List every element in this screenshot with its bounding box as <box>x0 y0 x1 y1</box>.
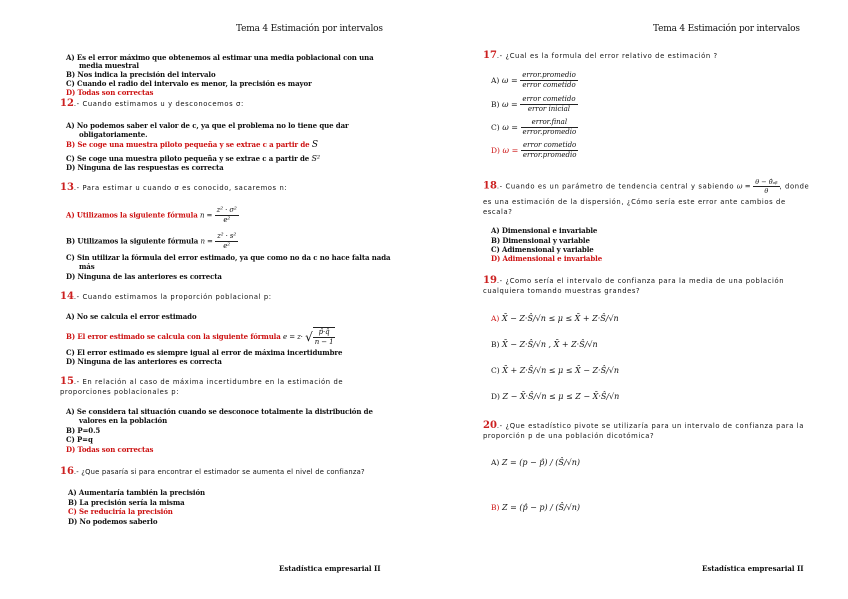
q17-option-a-fraction <box>520 71 578 90</box>
q11-option-d: D) Todas son correctas <box>66 88 154 97</box>
q19-text: .- ¿Como sería el intervalo de confianza para la media de una población <box>496 277 785 285</box>
q14-number: 14 <box>60 291 74 302</box>
q13-option-a-text: A) Utilizamos la siguiente fórmula <box>66 210 198 220</box>
q13-option-a <box>66 206 239 225</box>
q15-text: .- En relación al caso de máxima incertidumbre en la estimación de <box>73 378 344 386</box>
q13-option-b <box>66 232 238 251</box>
q18-option-a: A) Dimensional e invariable <box>491 226 598 235</box>
q18-question-cont <box>483 197 786 217</box>
q19-option-b-label: B) <box>491 340 500 349</box>
q14-option-c: C) El error estimado es siempre igual al error de máxima incertidumbre <box>66 348 343 357</box>
q15-number: 15 <box>60 376 74 387</box>
q11-option-a-cont: media muestral <box>79 61 139 70</box>
q20-option-b-label: B) <box>491 503 500 512</box>
q12-number: 12 <box>60 98 74 109</box>
q12-option-c-symbol: S² <box>311 154 320 163</box>
q17-option-a-numerator: error.promedio <box>522 71 576 79</box>
page-footer: Estadística empresarial II <box>279 564 381 573</box>
q17-option-a <box>491 71 578 90</box>
q12-question <box>60 99 244 109</box>
q17-option-b-numerator: error cometido <box>522 95 576 103</box>
sqrt-icon: √ <box>305 329 313 344</box>
q18-option-b: B) Dimensional y variable <box>491 236 590 245</box>
q17-option-c-lhs: ω = <box>502 123 518 132</box>
q20-option-a <box>491 458 580 467</box>
q13-option-b-numerator: z² · s² <box>217 232 237 240</box>
q18-text-3: escala? <box>483 208 513 216</box>
q14-option-d: D) Ninguna de las anteriores es correcta <box>66 357 222 366</box>
q11-option-c: C) Cuando el radio del intervalo es menor, la precisión es mayor <box>66 79 312 88</box>
q18-number: 18 <box>483 180 497 192</box>
q16-text: .- ¿Que pasaría si para encontrar el estimador se aumenta el nivel de confianza? <box>73 468 365 476</box>
q15-option-c: C) P=q <box>66 435 93 444</box>
q19-option-a <box>491 314 619 323</box>
q13-option-b-denominator: e² <box>223 242 230 250</box>
q18-text-2: es una estimación de la dispersión, ¿Cómo sería este error ante cambios de <box>483 198 786 206</box>
q20-text-cont: proporción p de una población dicotómica? <box>483 432 655 440</box>
q17-number: 17 <box>483 50 497 61</box>
q15-question <box>60 377 343 397</box>
q20-option-b <box>491 503 580 512</box>
q13-option-b-lhs: n = <box>200 237 213 246</box>
q14-option-b-text: B) El error estimado se calcula con la siguiente fórmula <box>66 331 281 341</box>
q13-option-a-denominator: e² <box>223 216 231 224</box>
q17-question <box>483 51 718 61</box>
q18-option-c: C) Adimensional y variable <box>491 245 594 254</box>
q17-option-c-label: C) <box>491 123 500 132</box>
q14-option-b <box>66 327 335 347</box>
q12-option-a: A) No podemos saber el valor de c, ya que el problema no lo tiene que dar <box>66 121 349 130</box>
q14-option-a: A) No se calcula el error estimado <box>66 312 197 321</box>
right-page <box>424 0 848 599</box>
q17-option-b-lhs: ω = <box>501 100 518 109</box>
q14-option-b-fraction <box>313 327 336 347</box>
q16-option-a: A) Aumentaría también la precisión <box>68 488 205 497</box>
q18-formula <box>753 178 779 195</box>
q17-option-c-fraction <box>521 118 579 137</box>
q20-question <box>483 421 804 441</box>
q17-text: .- ¿Cual es la formula del error relativo de estimación ? <box>496 52 718 60</box>
q17-option-a-denominator: error cometido <box>522 81 576 89</box>
q13-option-a-lhs: n = <box>200 211 213 220</box>
q17-option-d-denominator: error.promedio <box>522 151 577 159</box>
q12-option-b <box>66 141 318 150</box>
q18-formula-numerator: θ − θ̂ₒᵦ <box>755 178 778 186</box>
q15-text-cont: proporciones poblacionales p: <box>60 388 180 396</box>
q12-option-b-text: B) Se coge una muestra piloto pequeña y se extrae c a partir de <box>66 140 310 149</box>
q13-option-a-fraction <box>215 206 239 225</box>
q17-option-d-label: D) <box>491 146 500 155</box>
q19-option-b-formula: X̄ − Z·Ŝ/√n , X̄ + Z·Ŝ/√n <box>501 340 598 349</box>
q15-option-d: D) Todas son correctas <box>66 445 154 454</box>
q18-text-end: , donde <box>779 182 810 191</box>
q19-option-d <box>491 392 619 401</box>
q14-option-b-numerator: p̂·q̂ <box>313 328 336 338</box>
q19-option-d-label: D) <box>491 392 500 401</box>
q19-question <box>483 276 784 296</box>
q17-option-a-label: A) <box>491 76 500 85</box>
q19-text-cont: cualquiera tomando muestras grandes? <box>483 287 641 295</box>
q19-option-a-label: A) <box>491 314 500 323</box>
q18-question <box>483 178 809 195</box>
q15-option-a: A) Se considera tal situación cuando se desconoce totalmente la distribución de <box>66 407 373 416</box>
q17-option-d-fraction <box>521 141 579 160</box>
q17-option-c <box>491 118 578 137</box>
q18-formula-lhs: ω = <box>736 182 751 191</box>
q17-option-a-lhs: ω = <box>501 76 518 85</box>
q12-text: .- Cuando estimamos u y desconocemos σ: <box>73 100 244 108</box>
q20-option-b-formula: Z = (p̂ − p) / (Ŝ/√n) <box>501 503 581 512</box>
q13-option-b-text: B) Utilizamos la siguiente fórmula <box>66 236 199 246</box>
q20-text: .- ¿Que estadístico pivote se utilizaría para un intervalo de confianza para la <box>496 422 805 430</box>
q19-option-c-label: C) <box>491 366 500 375</box>
q19-number: 19 <box>483 275 497 286</box>
q15-option-b: B) P=0.5 <box>66 426 101 435</box>
q16-option-d: D) No podemos saberlo <box>68 517 158 526</box>
q17-option-b-label: B) <box>491 100 500 109</box>
q11-option-a: A) Es el error máximo que obtenemos al estimar una media poblacional con una <box>66 53 374 62</box>
q16-option-c: C) Se reduciría la precisión <box>68 507 173 516</box>
q16-number: 16 <box>60 466 74 477</box>
q17-option-b <box>491 95 578 114</box>
q13-text: .- Para estimar u cuando σ es conocido, sacaremos n: <box>73 184 288 192</box>
q20-option-a-label: A) <box>491 458 500 467</box>
q19-option-c-formula: X̄ + Z·Ŝ/√n ≤ μ ≤ X̄ − Z·Ŝ/√n <box>502 366 620 375</box>
q19-option-b <box>491 340 598 349</box>
q17-option-c-numerator: error.final <box>521 118 579 128</box>
q13-option-c-cont: más <box>79 262 95 271</box>
q13-number: 13 <box>60 182 74 193</box>
page-header: Tema 4 Estimación por intervalos <box>236 24 383 34</box>
q13-question <box>60 183 287 193</box>
q19-option-d-formula: Z − X̄·Ŝ/√n ≤ μ ≤ Z − X̄·Ŝ/√n <box>502 392 620 401</box>
q14-option-b-lhs: e = z· <box>283 332 303 341</box>
q13-option-b-fraction <box>215 232 238 251</box>
q14-question <box>60 292 272 302</box>
q18-option-d: D) Adimensional e invariable <box>491 254 603 263</box>
q19-option-a-formula: X̄ − Z·Ŝ/√n ≤ μ ≤ X̄ + Z·Ŝ/√n <box>501 314 619 323</box>
q18-formula-denominator: θ <box>764 187 769 195</box>
q14-text: .- Cuando estimamos la proporción poblacional p: <box>73 293 272 301</box>
q16-option-b: B) La precisión sería la misma <box>68 498 185 507</box>
q17-option-c-denominator: error.promedio <box>522 128 577 136</box>
q17-option-d <box>491 141 578 160</box>
page-footer: Estadística empresarial II <box>702 564 804 573</box>
q13-option-d: D) Ninguna de las anteriores es correcta <box>66 272 222 281</box>
page-header: Tema 4 Estimación por intervalos <box>653 24 800 34</box>
q19-option-c <box>491 366 619 375</box>
q17-option-d-lhs: ω = <box>502 146 519 155</box>
q13-option-c: C) Sin utilizar la fórmula del error estimado, ya que como no da c no hace falta nada <box>66 253 391 262</box>
q12-option-a-cont: obligatoriamente. <box>79 130 148 139</box>
q16-question <box>60 467 365 477</box>
q18-text: .- Cuando es un parámetro de tendencia central y sabiendo <box>496 182 735 191</box>
q12-option-d: D) Ninguna de las respuestas es correcta <box>66 163 224 172</box>
q13-option-a-numerator: z² · σ² <box>216 206 237 214</box>
q20-number: 20 <box>483 420 497 431</box>
q15-option-a-cont: valores en la población <box>79 416 168 425</box>
q12-option-c-text: C) Se coge una muestra piloto pequeña y se extrae c a partir de <box>66 154 310 163</box>
q12-option-b-symbol: S <box>311 140 318 150</box>
q17-option-d-numerator: error cometido <box>521 141 579 151</box>
q14-option-b-denominator: n − 1 <box>314 338 334 346</box>
q20-option-a-formula: Z = (p − p̂) / (Ŝ/√n) <box>501 458 580 467</box>
q17-option-b-fraction <box>520 95 577 114</box>
q11-option-b: B) Nos indica la precisión del intervalo <box>66 70 216 79</box>
q17-option-b-denominator: error inicial <box>527 105 571 113</box>
